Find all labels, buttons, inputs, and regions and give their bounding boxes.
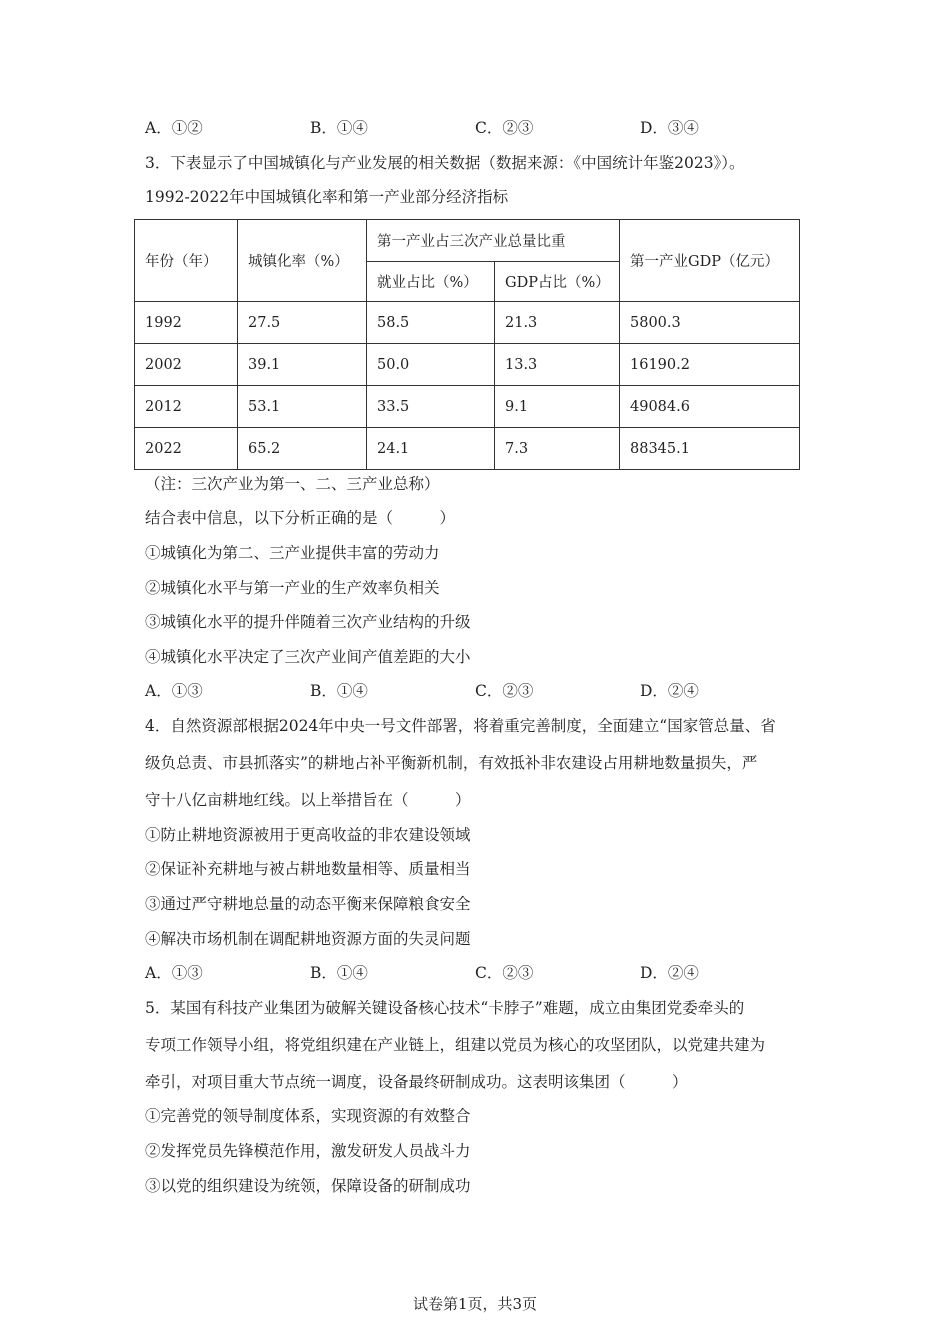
q4-item-3: ③通过严守耕地总量的动态平衡来保障粮食安全 — [145, 895, 471, 913]
q3-option-d: D．②④ — [640, 682, 699, 700]
cell-year: 2012 — [135, 386, 238, 428]
q4-stem-line-2: 级负总责、市县抓落实”的耕地占补平衡新机制，有效抵补非农建设占用耕地数量损失，严 — [145, 754, 758, 772]
q4-stem-line-3: 守十八亿亩耕地红线。以上举措旨在（ ） — [145, 791, 471, 809]
q3-prompt: 结合表中信息，以下分析正确的是（ ） — [145, 509, 456, 527]
q3-item-3: ③城镇化水平的提升伴随着三次产业结构的升级 — [145, 613, 471, 631]
table-row — [135, 428, 800, 470]
q5-stem-line-1: 5．某国有科技产业集团为破解关键设备核心技术“卡脖子”难题，成立由集团党委牵头的 — [145, 999, 745, 1017]
q3-option-c: C．②③ — [475, 682, 534, 700]
header-gdp-share: GDP占比（%） — [495, 262, 620, 302]
q2-option-d: D．③④ — [640, 119, 699, 137]
cell-employment-share: 24.1 — [367, 428, 495, 470]
cell-gdp-share: 9.1 — [495, 386, 620, 428]
q2-option-a: A．①② — [145, 119, 203, 137]
q3-option-b: B．①④ — [310, 682, 368, 700]
q4-option-c: C．②③ — [475, 964, 534, 982]
cell-year: 2022 — [135, 428, 238, 470]
cell-employment-share: 33.5 — [367, 386, 495, 428]
q3-item-4: ④城镇化水平决定了三次产业间产值差距的大小 — [145, 648, 471, 666]
cell-urbanization: 27.5 — [238, 302, 367, 344]
cell-primary-gdp: 5800.3 — [620, 302, 800, 344]
q4-option-a: A．①③ — [145, 964, 203, 982]
q5-item-1: ①完善党的领导制度体系，实现资源的有效整合 — [145, 1107, 471, 1125]
page-footer: 试卷第1页，共3页 — [412, 1295, 538, 1313]
q4-option-d: D．②④ — [640, 964, 699, 982]
cell-gdp-share: 7.3 — [495, 428, 620, 470]
cell-urbanization: 39.1 — [238, 344, 367, 386]
q3-data-table — [134, 219, 800, 470]
cell-employment-share: 50.0 — [367, 344, 495, 386]
cell-primary-gdp: 88345.1 — [620, 428, 800, 470]
q3-table-title: 1992-2022年中国城镇化率和第一产业部分经济指标 — [145, 188, 509, 206]
cell-year: 2002 — [135, 344, 238, 386]
q3-options — [145, 681, 845, 701]
q4-option-b: B．①④ — [310, 964, 368, 982]
table-row — [135, 344, 800, 386]
q4-options — [145, 963, 845, 983]
q2-option-b: B．①④ — [310, 119, 368, 137]
cell-urbanization: 53.1 — [238, 386, 367, 428]
q3-item-2: ②城镇化水平与第一产业的生产效率负相关 — [145, 579, 440, 597]
q4-item-2: ②保证补充耕地与被占耕地数量相等、质量相当 — [145, 860, 471, 878]
cell-gdp-share: 21.3 — [495, 302, 620, 344]
cell-employment-share: 58.5 — [367, 302, 495, 344]
q5-item-3: ③以党的组织建设为统领，保障设备的研制成功 — [145, 1177, 471, 1195]
table-row — [135, 302, 800, 344]
cell-primary-gdp: 49084.6 — [620, 386, 800, 428]
header-primary-gdp: 第一产业GDP（亿元） — [620, 220, 800, 302]
header-primary-share-group: 第一产业占三次产业总量比重 — [367, 220, 620, 262]
q2-options — [145, 118, 845, 138]
q4-item-4: ④解决市场机制在调配耕地资源方面的失灵问题 — [145, 930, 471, 948]
q4-item-1: ①防止耕地资源被用于更高收益的非农建设领域 — [145, 826, 471, 844]
q4-stem-line-1: 4．自然资源部根据2024年中央一号文件部署，将着重完善制度，全面建立“国家管总量、省 — [145, 717, 776, 735]
cell-year: 1992 — [135, 302, 238, 344]
cell-gdp-share: 13.3 — [495, 344, 620, 386]
q3-item-1: ①城镇化为第二、三产业提供丰富的劳动力 — [145, 544, 440, 562]
table-row — [135, 386, 800, 428]
cell-urbanization: 65.2 — [238, 428, 367, 470]
q3-option-a: A．①③ — [145, 682, 203, 700]
cell-primary-gdp: 16190.2 — [620, 344, 800, 386]
q3-stem: 3．下表显示了中国城镇化与产业发展的相关数据（数据来源：《中国统计年鉴2023》）。 — [145, 154, 745, 172]
q2-option-c: C．②③ — [475, 119, 534, 137]
header-year: 年份（年） — [135, 220, 238, 302]
header-employment-share: 就业占比（%） — [367, 262, 495, 302]
table-header-row — [135, 220, 800, 262]
q5-stem-line-2: 专项工作领导小组，将党组织建在产业链上，组建以党员为核心的攻坚团队，以党建共建为 — [145, 1036, 766, 1054]
header-urbanization: 城镇化率（%） — [238, 220, 367, 302]
q3-note: （注：三次产业为第一、二、三产业总称） — [145, 475, 440, 493]
q5-stem-line-3: 牵引，对项目重大节点统一调度，设备最终研制成功。这表明该集团（ ） — [145, 1073, 688, 1091]
q5-item-2: ②发挥党员先锋模范作用，激发研发人员战斗力 — [145, 1142, 471, 1160]
